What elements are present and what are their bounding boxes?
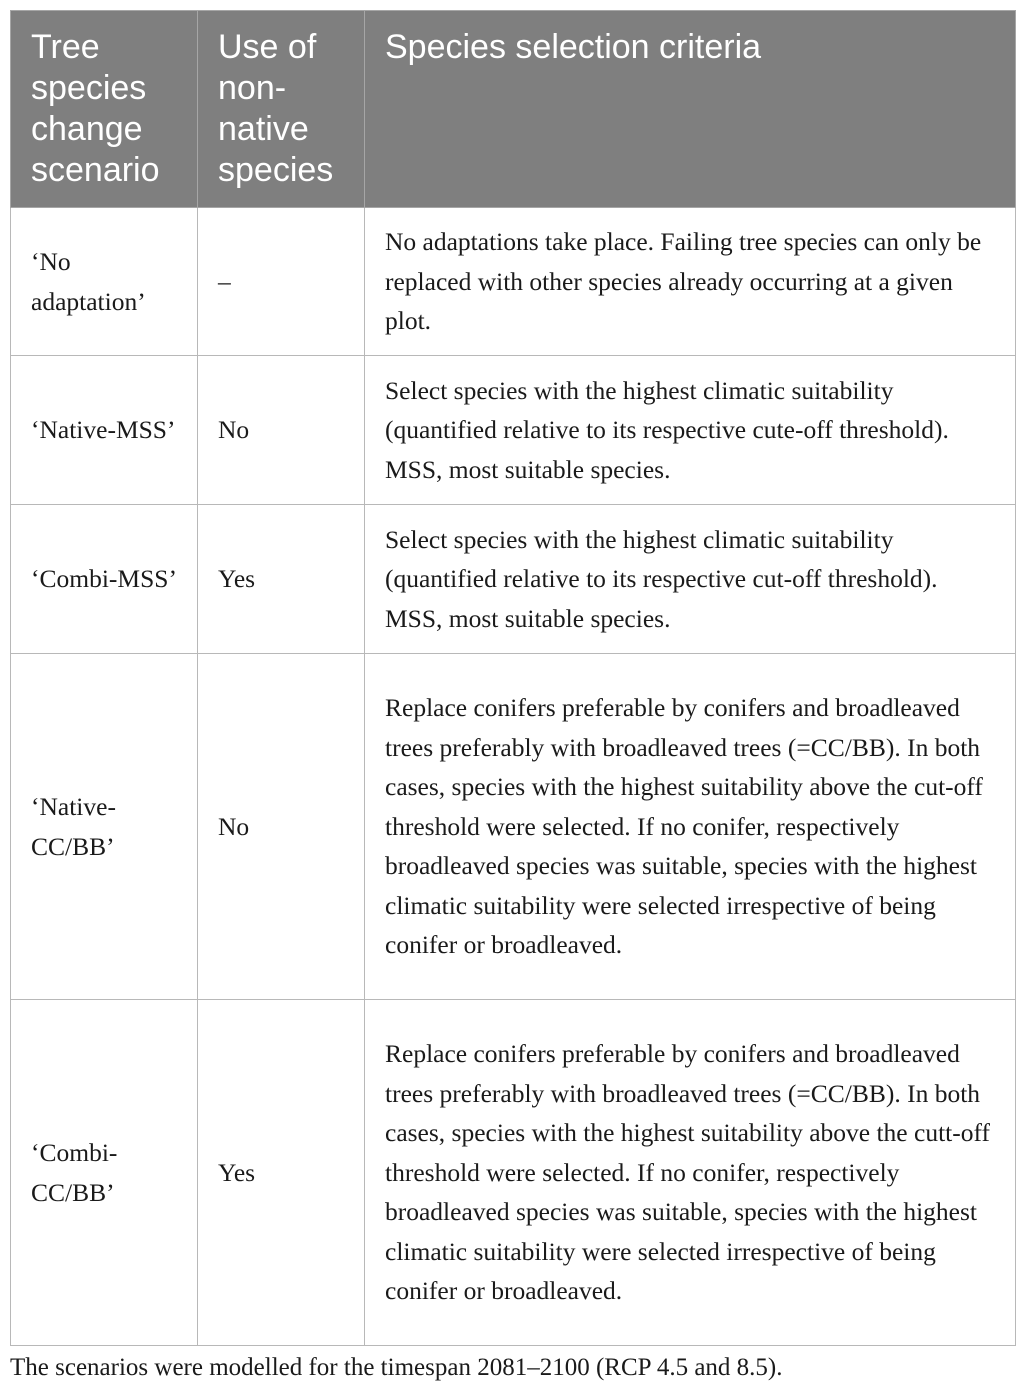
header-line: native	[218, 110, 309, 148]
non-native-cell: –	[198, 208, 365, 356]
header-line: Use of	[218, 28, 317, 66]
header-line: non-	[218, 69, 287, 107]
scenario-cell: ‘Combi-CC/BB’	[11, 1000, 198, 1346]
non-native-cell: No	[198, 356, 365, 505]
table-row	[11, 208, 1016, 356]
scenario-cell: ‘Native-CC/BB’	[11, 654, 198, 1000]
table-header	[11, 11, 1016, 208]
table-row	[11, 505, 1016, 654]
table-row	[11, 1000, 1016, 1346]
header-species-selection-criteria	[365, 11, 1016, 208]
scenario-table-container	[10, 10, 1015, 1346]
table-footnote: The scenarios were modelled for the timespan 2081–2100 (RCP 4.5 and 8.5).	[10, 1354, 783, 1381]
non-native-cell: Yes	[198, 505, 365, 654]
header-line: species	[218, 151, 334, 189]
header-line: Species selection criteria	[385, 28, 762, 66]
non-native-cell: No	[198, 654, 365, 1000]
scenario-cell: ‘No adaptation’	[11, 208, 198, 356]
header-tree-species-change-scenario	[11, 11, 198, 208]
criteria-cell: Replace conifers preferable by conifers and broadleaved trees preferably with broadleaved trees (=CC/BB). In both cases, species with the highest suitability above the cutt-off threshold were selected. If no conifer, respectively broadleaved species was suitable, species with the highest climatic suitability were selected irrespective of being conifer or broadleaved.	[365, 1000, 1016, 1346]
scenario-cell: ‘Native-MSS’	[11, 356, 198, 505]
scenario-cell: ‘Combi-MSS’	[11, 505, 198, 654]
table-row	[11, 654, 1016, 1000]
criteria-cell: No adaptations take place. Failing tree species can only be replaced with other species already occurring at a given plot.	[365, 208, 1016, 356]
non-native-cell: Yes	[198, 1000, 365, 1346]
criteria-cell: Select species with the highest climatic suitability (quantified relative to its respective cute-off threshold). MSS, most suitable species.	[365, 356, 1016, 505]
header-line: change	[31, 110, 143, 148]
table-body	[11, 208, 1016, 1346]
criteria-cell: Replace conifers preferable by conifers and broadleaved trees preferably with broadleaved trees (=CC/BB). In both cases, species with the highest suitability above the cut-off threshold were selected. If no conifer, respectively broadleaved species was suitable, species with the highest climatic suitability were selected irrespective of being conifer or broadleaved.	[365, 654, 1016, 1000]
header-line: Tree	[31, 28, 100, 66]
header-use-of-non-native-species	[198, 11, 365, 208]
criteria-cell: Select species with the highest climatic suitability (quantified relative to its respective cut-off threshold). MSS, most suitable species.	[365, 505, 1016, 654]
header-row	[11, 11, 1016, 208]
header-line: species	[31, 69, 147, 107]
scenario-table	[10, 10, 1016, 1346]
table-row	[11, 356, 1016, 505]
header-line: scenario	[31, 151, 160, 189]
